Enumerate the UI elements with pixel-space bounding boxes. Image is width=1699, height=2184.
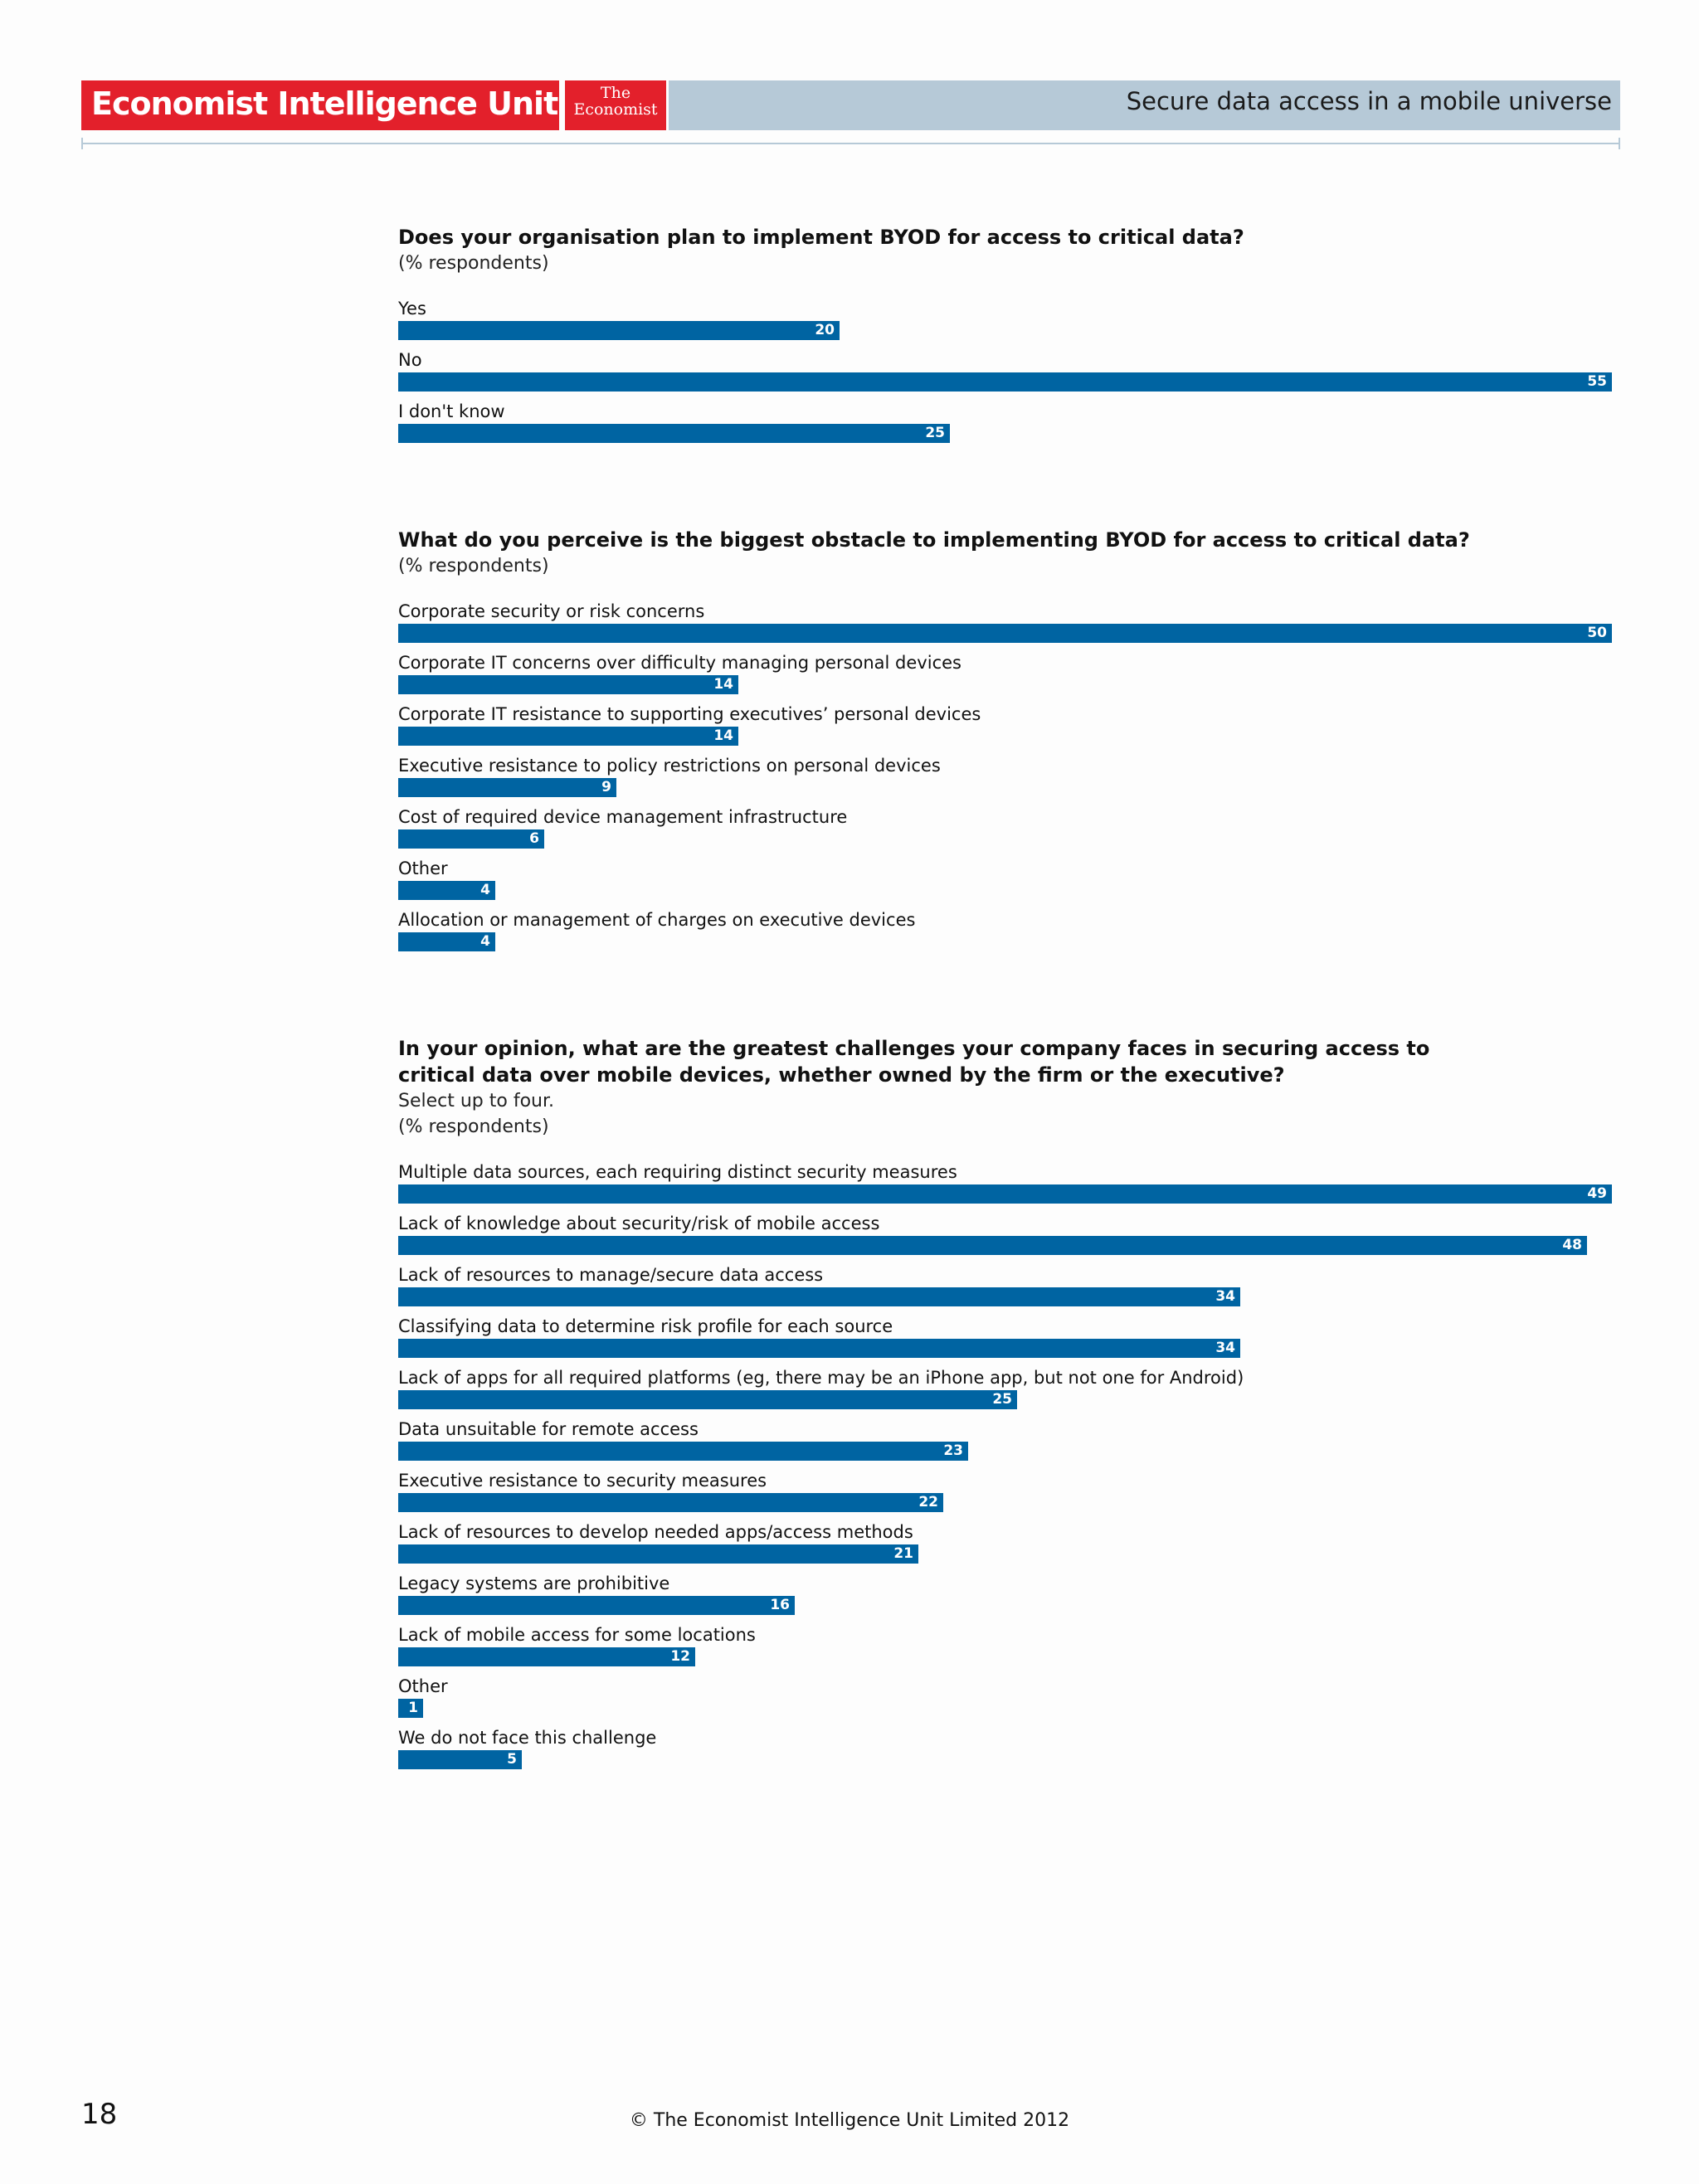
bar-row	[398, 650, 1614, 702]
brand-banner	[81, 80, 559, 130]
bar	[398, 1184, 1612, 1204]
page-number: 18	[81, 2098, 118, 2131]
bar	[398, 932, 495, 951]
bar-value-label: 9	[601, 779, 611, 795]
bar-row	[398, 348, 1614, 399]
bar-value-label: 14	[713, 727, 733, 744]
bar-row	[398, 805, 1614, 856]
bar-label: Multiple data sources, each requiring distinct security measures	[398, 1162, 957, 1182]
report-title: Secure data access in a mobile universe	[1126, 87, 1612, 115]
bar-row	[398, 907, 1614, 959]
bar-value-label: 34	[1215, 1288, 1235, 1305]
bar-list	[398, 1160, 1614, 1777]
chart-byod-plans	[398, 224, 1614, 450]
bar-value-label: 4	[480, 933, 490, 950]
chart-mobile-challenges	[398, 1035, 1614, 1777]
bar-label: Corporate IT concerns over difficulty managing personal devices	[398, 653, 961, 673]
bar	[398, 321, 840, 340]
bar-value-label: 16	[770, 1597, 790, 1613]
bar	[398, 675, 738, 694]
bar	[398, 424, 950, 443]
bar-row	[398, 1417, 1614, 1468]
bar-value-label: 20	[815, 322, 835, 338]
bar-row	[398, 702, 1614, 753]
bar-label: Legacy systems are prohibitive	[398, 1574, 670, 1593]
bar-row	[398, 753, 1614, 805]
bar-row	[398, 1365, 1614, 1417]
bar-label: Lack of knowledge about security/risk of mobile access	[398, 1214, 880, 1233]
bar-value-label: 50	[1587, 625, 1607, 641]
bar-value-label: 23	[943, 1442, 963, 1459]
bar-row	[398, 1160, 1614, 1211]
bar-value-label: 12	[670, 1648, 690, 1665]
chart-subtitle: (% respondents)	[398, 1116, 549, 1137]
bar-label: Yes	[398, 299, 426, 319]
bar-label: Data unsuitable for remote access	[398, 1419, 699, 1439]
bar-label: Allocation or management of charges on executive devices	[398, 910, 916, 930]
bar-label: Executive resistance to policy restrictions on personal devices	[398, 756, 941, 776]
chart-subtitle: (% respondents)	[398, 253, 549, 274]
copyright: © The Economist Intelligence Unit Limited 2012	[629, 2110, 1070, 2131]
report-header	[81, 80, 1620, 130]
bar	[398, 881, 495, 900]
bar-label: Classifying data to determine risk profile for each source	[398, 1316, 893, 1336]
bar-value-label: 48	[1562, 1237, 1582, 1253]
bar-label: I don't know	[398, 401, 505, 421]
bar	[398, 778, 616, 797]
bar	[398, 727, 738, 746]
bar-row	[398, 399, 1614, 450]
bar-row	[398, 1468, 1614, 1520]
bar-value-label: 6	[529, 830, 539, 847]
bar-row	[398, 1674, 1614, 1725]
bar-label: We do not face this challenge	[398, 1728, 657, 1748]
bar	[398, 1596, 795, 1615]
header-rule-tick-right	[1619, 138, 1620, 149]
bar	[398, 1390, 1017, 1409]
bar	[398, 1647, 695, 1666]
bar-value-label: 34	[1215, 1340, 1235, 1356]
bar-row	[398, 1262, 1614, 1314]
logo-line-1: The	[600, 84, 631, 102]
bar-value-label: 49	[1587, 1185, 1607, 1202]
chart-subtitle: (% respondents)	[398, 556, 549, 576]
bar-row	[398, 856, 1614, 907]
bar	[398, 624, 1612, 643]
header-rule-tick-left	[81, 138, 83, 149]
bar-row	[398, 599, 1614, 650]
chart-subtitle-instruction: Select up to four.	[398, 1091, 555, 1111]
bar-label: Other	[398, 859, 448, 878]
bar	[398, 1750, 522, 1769]
bar	[398, 372, 1612, 392]
chart-title: Does your organisation plan to implement BYOD for access to critical data?	[398, 226, 1244, 249]
bar-label: Corporate IT resistance to supporting executives’ personal devices	[398, 704, 981, 724]
logo-line-2: Economist	[573, 100, 658, 119]
bar-row	[398, 1314, 1614, 1365]
bar-value-label: 1	[408, 1700, 418, 1716]
bar-value-label: 14	[713, 676, 733, 693]
bar-value-label: 55	[1587, 373, 1607, 390]
bar-value-label: 25	[925, 425, 945, 441]
bar	[398, 829, 544, 849]
brand-name: Economist Intelligence Unit	[91, 85, 558, 122]
bar-label: No	[398, 350, 422, 370]
bar-list	[398, 296, 1614, 450]
bar-value-label: 5	[507, 1751, 517, 1768]
bar-label: Lack of resources to manage/secure data access	[398, 1265, 824, 1285]
chart-title: What do you perceive is the biggest obstacle to implementing BYOD for access to critical data?	[398, 528, 1470, 552]
chart-title: In your opinion, what are the greatest challenges your company faces in securing access to critical data over mobile devices, whether owned by the firm or the executive?	[398, 1037, 1430, 1087]
bar-row	[398, 1211, 1614, 1262]
bar-row	[398, 1725, 1614, 1777]
header-band	[669, 80, 1620, 130]
bar-label: Executive resistance to security measures	[398, 1471, 767, 1491]
bar-row	[398, 1622, 1614, 1674]
bar-label: Corporate security or risk concerns	[398, 601, 705, 621]
bar-label: Lack of apps for all required platforms (eg, there may be an iPhone app, but not one for Android)	[398, 1368, 1244, 1388]
bar	[398, 1287, 1240, 1306]
bar-value-label: 22	[918, 1494, 938, 1510]
header-rule	[81, 143, 1620, 144]
bar-row	[398, 1571, 1614, 1622]
bar-value-label: 4	[480, 882, 490, 898]
bar-label: Other	[398, 1676, 448, 1696]
bar	[398, 1699, 423, 1718]
bar-row	[398, 1520, 1614, 1571]
bar-label: Lack of mobile access for some locations	[398, 1625, 756, 1645]
bar-label: Lack of resources to develop needed apps/access methods	[398, 1522, 913, 1542]
bar-label: Cost of required device management infrastructure	[398, 807, 848, 827]
bar-value-label: 21	[893, 1545, 913, 1562]
chart-byod-obstacles	[398, 527, 1614, 959]
bar	[398, 1493, 943, 1512]
bar-list	[398, 599, 1614, 959]
bar	[398, 1544, 918, 1564]
bar-value-label: 25	[992, 1391, 1012, 1408]
bar	[398, 1339, 1240, 1358]
bar-row	[398, 296, 1614, 348]
bar	[398, 1236, 1587, 1255]
economist-logo	[565, 80, 666, 130]
bar	[398, 1442, 968, 1461]
